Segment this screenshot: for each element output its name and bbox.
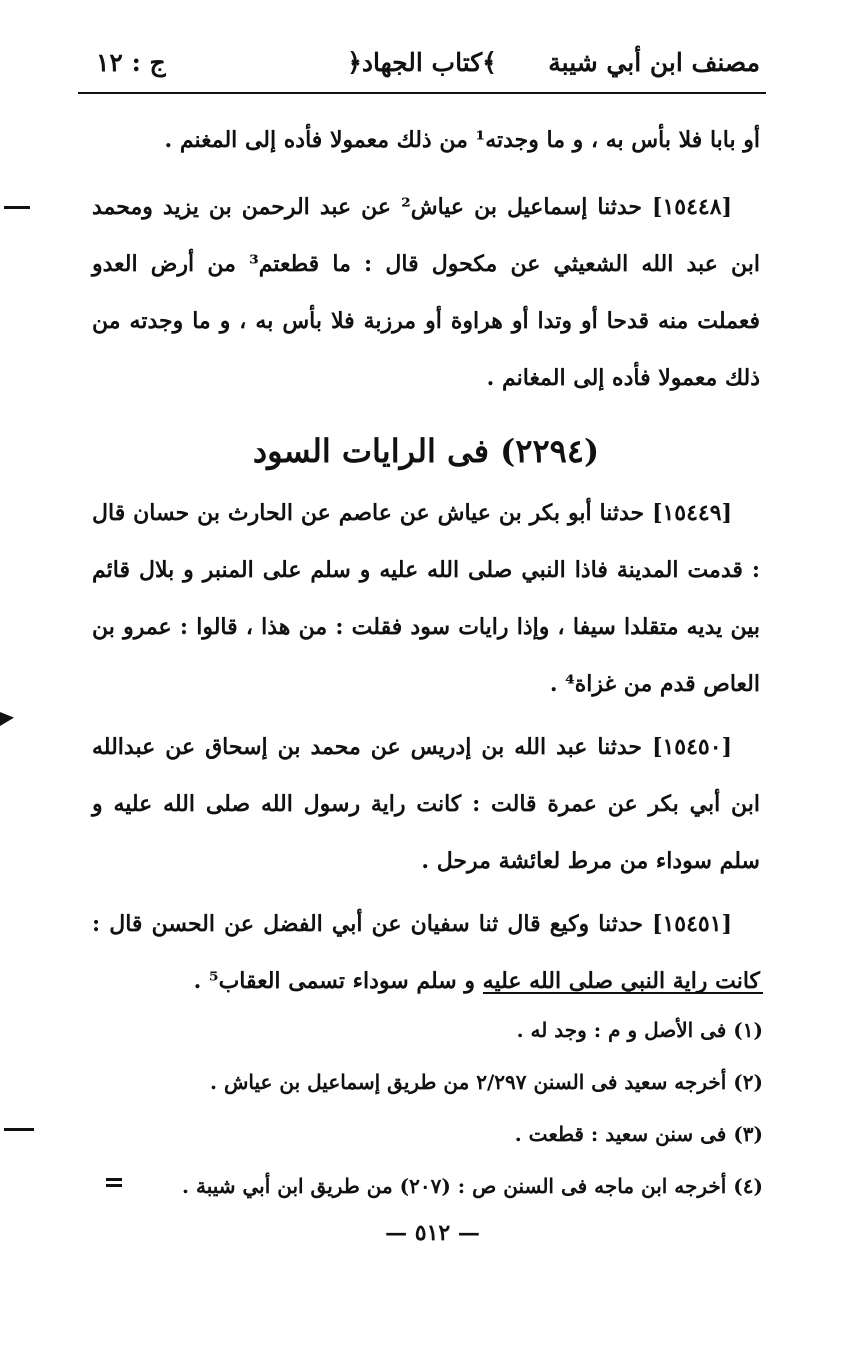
hadith-text: حدثنا إسماعيل بن عياش² عن عبد الرحمن بن يزيد ومحمد ابن عبد الله الشعيثي عن مكحول قال : ما قطعتم³ من أرض العدو فعملت منه قدحا أو وتدا أو هراوة أو مرزبة فلا بأس به ، و ما وجدته من ذلك معمولا فأده إلى المغانم . xyxy=(92,194,761,391)
footnote-1: (١) فى الأصل و م : وجد له . xyxy=(516,1018,763,1042)
book-title: مصنف ابن أبي شيبة xyxy=(548,48,760,77)
page-header xyxy=(78,40,766,94)
hadith-number: [١٥٤٥١] xyxy=(652,911,732,937)
footnote-divider xyxy=(483,992,763,994)
margin-mark xyxy=(106,1184,122,1187)
volume-number: ج : ١٢ xyxy=(96,48,166,77)
margin-mark xyxy=(0,712,14,726)
hadith-15450 xyxy=(92,719,760,890)
hadith-text: حدثنا أبو بكر بن عياش عن عاصم عن الحارث بن حسان قال : قدمت المدينة فاذا النبي صلى الله عليه و سلم على المنبر و بلال قائم بين يديه متقلدا سيفا ، وإذا رايات سود فقلت : من هذا ، قالوا : عمرو بن العاص قدم من غزاة⁴ . xyxy=(92,500,760,697)
footnote-2: (٢) أخرجه سعيد فى السنن ٢/٢٩٧ من طريق إسماعيل بن عياش . xyxy=(210,1070,763,1094)
margin-mark xyxy=(4,1128,34,1131)
hadith-15449 xyxy=(92,485,760,713)
footnotes xyxy=(150,1004,763,1212)
hadith-text: حدثنا وكيع قال ثنا سفيان عن أبي الفضل عن الحسن قال : كانت راية النبي صلى الله عليه و سلم سوداء تسمى العقاب⁵ . xyxy=(92,911,760,994)
margin-mark xyxy=(106,1178,122,1181)
footnote-3: (٣) فى سنن سعيد : قطعت . xyxy=(514,1122,763,1146)
paragraph-text: أو بابا فلا بأس به ، و ما وجدته¹ من ذلك معمولا فأده إلى المغنم . xyxy=(164,127,760,153)
paragraph-continuation xyxy=(92,112,760,169)
hadith-number: [١٥٤٤٨] xyxy=(652,194,732,220)
margin-mark xyxy=(4,206,30,209)
chapter-heading: (٢٢٩٤) فى الرايات السود xyxy=(252,432,600,470)
hadith-number: [١٥٤٤٩] xyxy=(652,500,732,526)
footnote-4: (٤) أخرجه ابن ماجه فى السنن ص : (٢٠٧) من طريق ابن أبي شيبة . xyxy=(182,1174,763,1198)
hadith-number: [١٥٤٥٠] xyxy=(652,734,732,760)
main-text xyxy=(92,112,760,1016)
page-number: — ٥١٢ — xyxy=(385,1220,480,1246)
hadith-15448 xyxy=(92,179,760,407)
section-title: ﴿كتاب الجهاد﴾ xyxy=(347,48,497,77)
hadith-text: حدثنا عبد الله بن إدريس عن محمد بن إسحاق عن عبدالله ابن أبي بكر عن عمرة قالت : كانت راية رسول الله صلى الله عليه و سلم سوداء من مرط لعائشة مرحل . xyxy=(92,734,760,874)
